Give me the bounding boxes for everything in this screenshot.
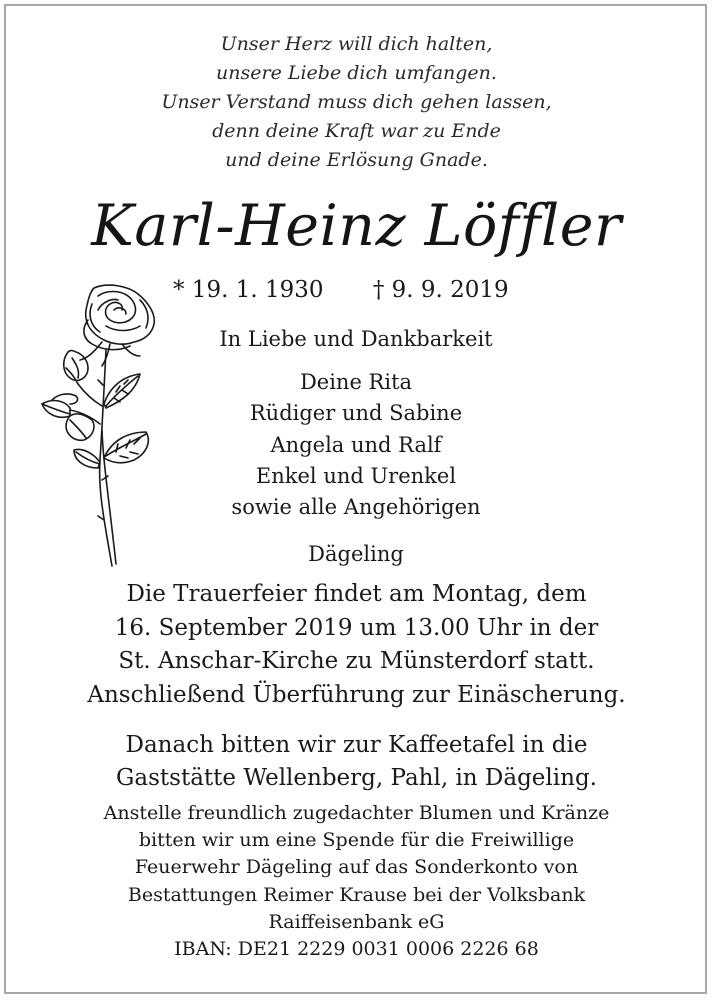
mourner-line: Angela und Ralf	[270, 432, 442, 457]
poem-line: unsere Liebe dich umfangen.	[216, 62, 497, 84]
donation-line: Anstelle freundlich zugedachter Blumen und Kränze	[103, 802, 610, 824]
death-date: † 9. 9. 2019	[372, 277, 509, 303]
ceremony-line: 16. September 2019 um 13.00 Uhr in der	[114, 614, 599, 641]
iban: IBAN: DE21 2229 0031 0006 2226 68	[174, 938, 539, 961]
poem-line: denn deine Kraft war zu Ende	[212, 120, 501, 142]
deceased-name: Karl-Heinz Löffler	[91, 193, 622, 259]
donation-line: Bestattungen Reimer Krause bei der Volksbank	[127, 883, 586, 906]
donation-line: Raiffeisenbank eG	[268, 910, 445, 933]
coffee-info	[0, 729, 713, 795]
mourner-line: sowie alle Angehörigen	[231, 495, 481, 520]
mourner-line: Deine Rita	[299, 370, 413, 395]
coffee-line: Gaststätte Wellenberg, Pahl, in Dägeling.	[116, 765, 597, 791]
ceremony-line: Anschließend Überführung zur Einäscherung.	[87, 681, 626, 708]
donation-line: bitten wir um eine Spende für die Freiwillige	[138, 829, 575, 852]
mourner-line: Enkel und Urenkel	[255, 463, 457, 488]
poem-line: und deine Erlösung Gnade.	[225, 149, 488, 171]
poem	[0, 30, 713, 175]
poem-line: Unser Verstand muss dich gehen lassen,	[161, 91, 552, 113]
mourner-line: Rüdiger und Sabine	[249, 401, 463, 426]
ceremony-info	[0, 578, 713, 712]
poem-line: Unser Herz will dich halten,	[220, 33, 493, 55]
mourners-block	[170, 324, 542, 570]
dedication: In Liebe und Dankbarkeit	[219, 327, 493, 351]
birth-date: * 19. 1. 1930	[173, 277, 324, 303]
coffee-line: Danach bitten wir zur Kaffeetafel in die	[125, 732, 588, 758]
life-dates	[173, 273, 509, 307]
rose-icon	[36, 280, 166, 570]
ceremony-line: St. Anschar-Kirche zu Münsterdorf statt.	[118, 648, 595, 674]
ceremony-line: Die Trauerfeier findet am Montag, dem	[126, 581, 587, 607]
place: Dägeling	[308, 542, 404, 567]
donation-info	[0, 800, 713, 963]
donation-line: Feuerwehr Dägeling auf das Sonderkonto von	[134, 856, 579, 879]
